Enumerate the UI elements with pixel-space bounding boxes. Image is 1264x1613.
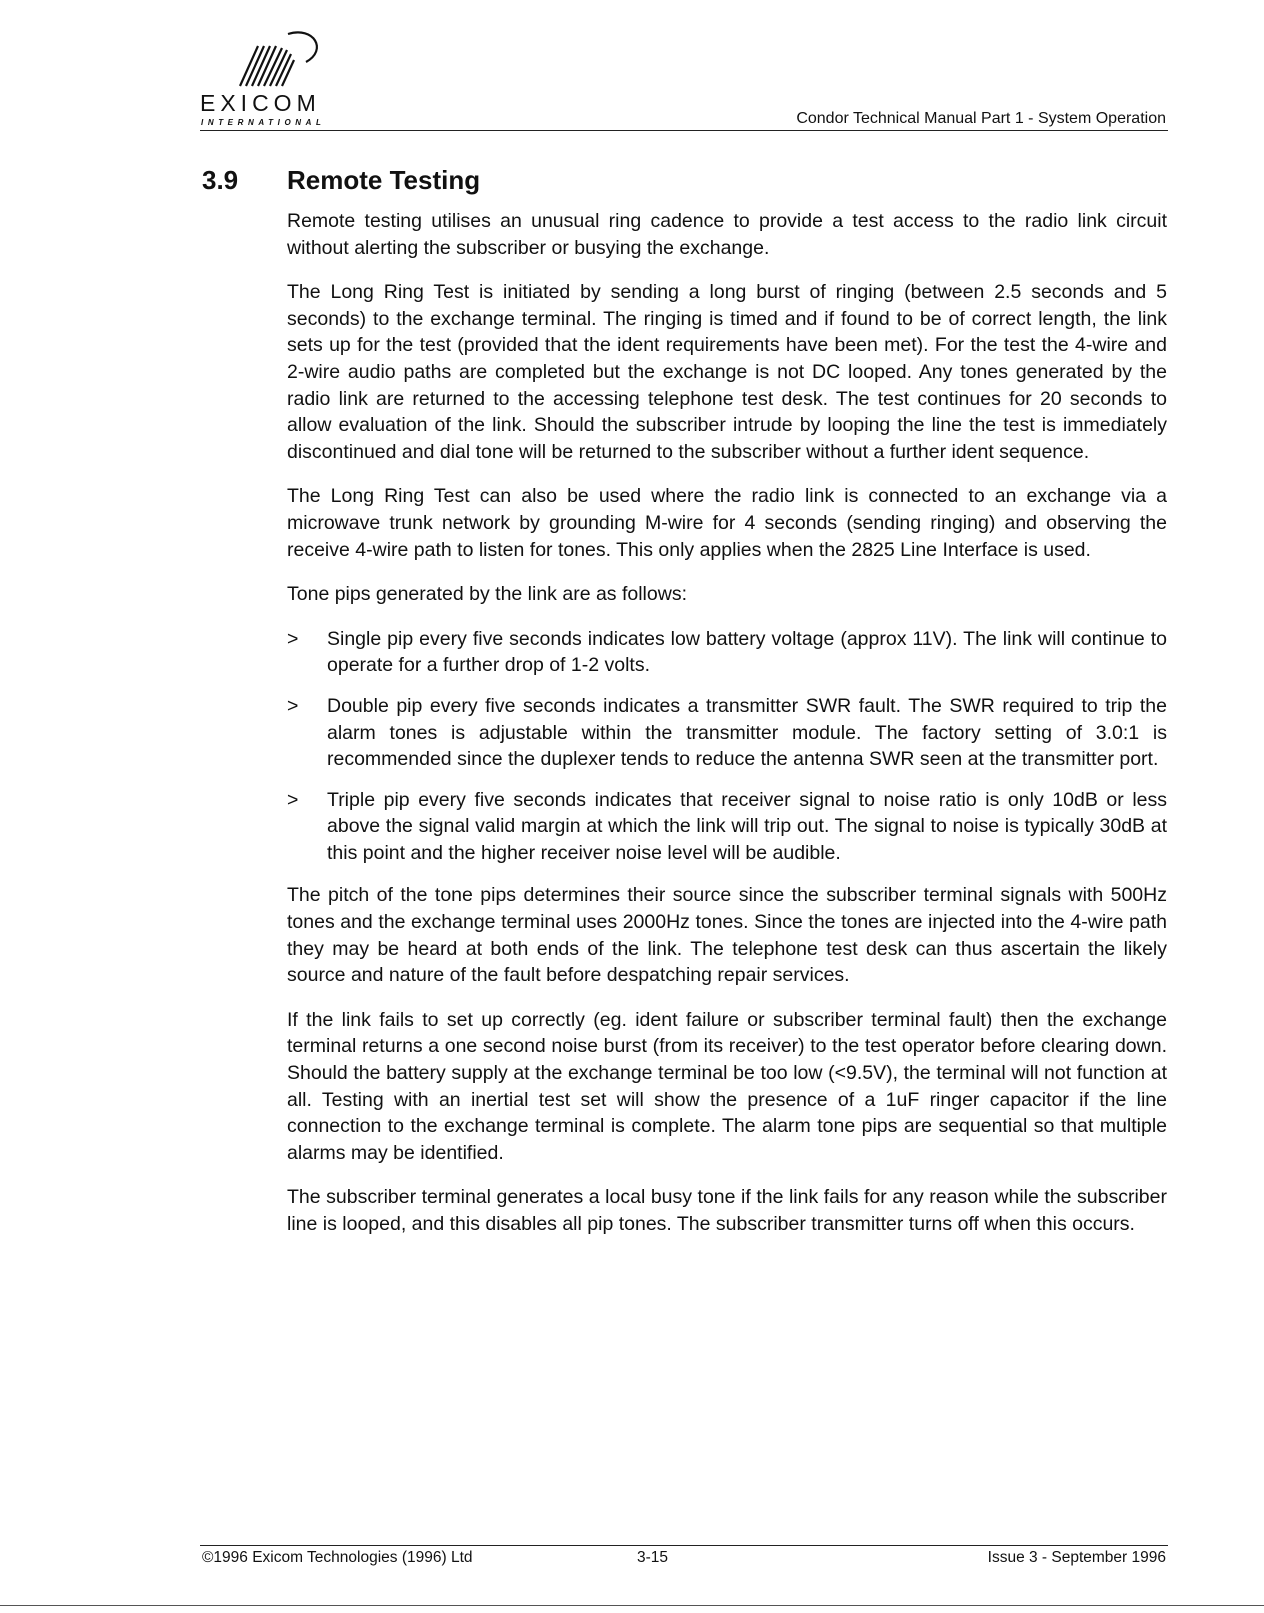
footer-page-number: 3-15 bbox=[637, 1549, 669, 1566]
header-divider bbox=[200, 130, 1168, 131]
paragraph: The pitch of the tone pips determines their source since the subscriber terminal signals with 500Hz tones and the exchange terminal uses 2000Hz tones. Since the tones are injected into the 4-wire path they may be heard at both ends of the link. The telephone test desk can thus ascertain the likely source and nature of the fault before despatching repair services. bbox=[287, 884, 1167, 987]
bullet-marker: > bbox=[287, 627, 299, 650]
list-item bbox=[287, 787, 1167, 867]
paragraph: If the link fails to set up correctly (eg. ident failure or subscriber terminal fault) then the exchange terminal returns a one second noise burst (from its receiver) to the test operator before clearing down. Should the battery supply at the exchange terminal be too low (<9.5V), the terminal will not function at all. Testing with an inertial test set will show the presence of a 1uF ringer capacitor if the line connection to the exchange terminal is complete. The alarm tone pips are sequential so that multiple alarms may be identified. bbox=[287, 1008, 1167, 1164]
logo-wordmark: EXICOM bbox=[200, 90, 321, 116]
paragraph: Tone pips generated by the link are as follows: bbox=[287, 583, 687, 606]
paragraph: The Long Ring Test is initiated by sending a long burst of ringing (between 2.5 seconds and 5 seconds) to the exchange terminal. The ringing is timed and if found to be of correct length, the link sets up for the test (provided that the ident requirements have been met). For the test the 4-wire and 2-wire audio paths are completed but the exchange is not DC looped. Any tones generated by the radio link are returned to the accessing telephone test desk. The test continues for 20 seconds to allow evaluation of the link. Should the subscriber intrude by looping the line the test is immediately discontinued and dial tone will be returned to the subscriber without a further ident sequence. bbox=[287, 281, 1167, 463]
paragraph: The Long Ring Test can also be used where the radio link is connected to an exchange via a microwave trunk network by grounding M-wire for 4 seconds (sending ringing) and observing the receive 4-wire path to listen for tones. This only applies when the 2825 Line Interface is used. bbox=[287, 485, 1167, 561]
list-item-text: Double pip every five seconds indicates a transmitter SWR fault. The SWR required to trip the alarm tones is adjustable within the transmitter module. The factory setting of 3.0:1 is recommended since the duplexer tends to reduce the antenna SWR seen at the transmitter port. bbox=[327, 694, 1167, 771]
section-body bbox=[287, 208, 1167, 1256]
tone-pip-list bbox=[287, 626, 1167, 867]
paragraph: The subscriber terminal generates a local busy tone if the link fails for any reason while the subscriber line is looped, and this disables all pip tones. The subscriber transmitter turns off when this occurs. bbox=[287, 1186, 1167, 1235]
paragraph: Remote testing utilises an unusual ring cadence to provide a test access to the radio link circuit without alerting the subscriber or busying the exchange. bbox=[287, 210, 1167, 259]
list-item bbox=[287, 693, 1167, 773]
logo-stripes-icon bbox=[230, 28, 330, 88]
footer-issue: Issue 3 - September 1996 bbox=[987, 1549, 1166, 1566]
footer-copyright: ©1996 Exicom Technologies (1996) Ltd bbox=[202, 1549, 473, 1566]
logo-subtitle: INTERNATIONAL bbox=[201, 118, 326, 127]
running-header-title: Condor Technical Manual Part 1 - System Operation bbox=[796, 110, 1166, 127]
section-title: Remote Testing bbox=[287, 165, 481, 195]
scan-edge-line bbox=[0, 1605, 1264, 1606]
list-item bbox=[287, 626, 1167, 679]
bullet-marker: > bbox=[287, 788, 299, 811]
list-item-text: Triple pip every five seconds indicates that receiver signal to noise ratio is only 10dB or less above the signal valid margin at which the link will trip out. The signal to noise is typically 30dB at this point and the higher receiver noise level will be audible. bbox=[327, 788, 1167, 864]
list-item-text: Single pip every five seconds indicates low battery voltage (approx 11V). The link will continue to operate for a further drop of 1-2 volts. bbox=[327, 627, 1167, 677]
bullet-marker: > bbox=[287, 694, 299, 717]
section-number: 3.9 bbox=[202, 165, 239, 195]
exicom-logo bbox=[200, 28, 370, 130]
footer-divider bbox=[200, 1545, 1168, 1546]
